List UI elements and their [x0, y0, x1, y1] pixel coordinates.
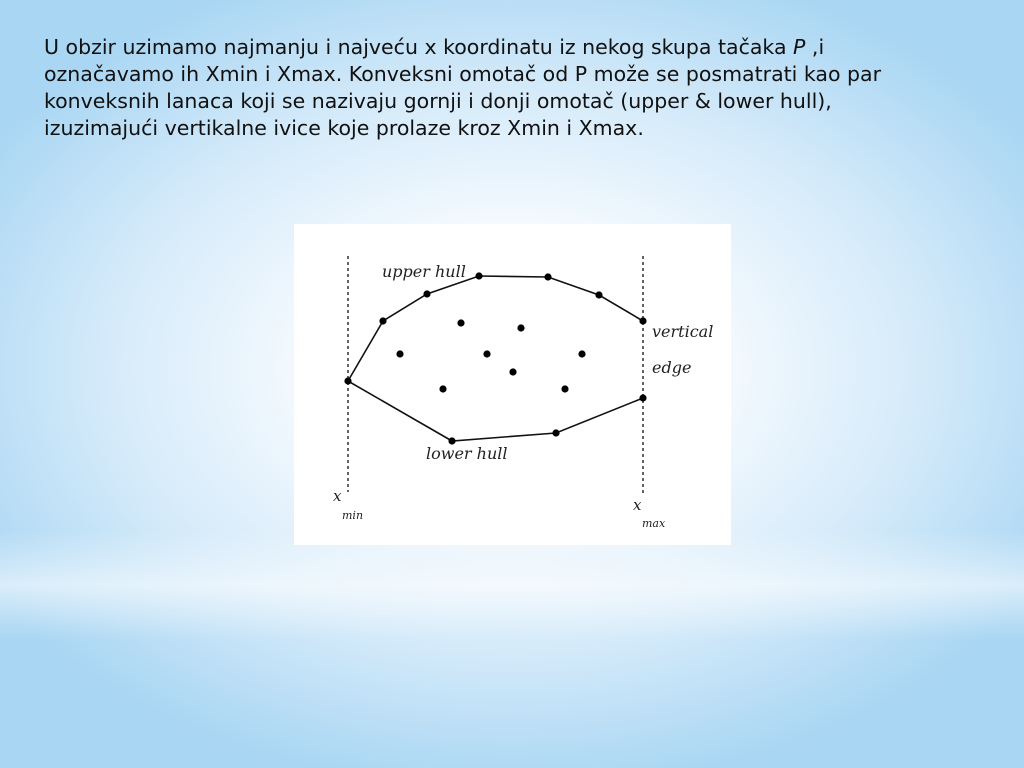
x-max-subscript: max	[642, 517, 666, 530]
hull-vertex	[552, 429, 559, 436]
hull-vertex-xmax-top	[639, 317, 646, 324]
interior-point	[509, 368, 516, 375]
interior-point	[561, 385, 568, 392]
hull-vertex	[544, 273, 551, 280]
x-max-symbol: x	[633, 496, 642, 514]
hull-vertex-xmin	[344, 377, 351, 384]
upper-hull-label: upper hull	[382, 262, 466, 281]
paragraph-text-part2: ,i označavamo ih Xmin i Xmax. Konveksni omotač od P može se posmatrati kao par konveksnih lanaca koji se nazivaju gornji i donji omotač (upper & lower hull), izuzimajući vertikalne ivice koje prolaze kroz Xmin i Xmax.	[44, 35, 882, 140]
hull-vertex	[423, 290, 430, 297]
edge-label: edge	[652, 358, 692, 377]
interior-point	[396, 350, 403, 357]
hull-vertex	[475, 272, 482, 279]
interior-point	[578, 350, 585, 357]
hull-vertex	[595, 291, 602, 298]
background-light-band	[0, 530, 1024, 640]
interior-point	[517, 324, 524, 331]
vertical-label: vertical	[652, 322, 714, 341]
convex-hull-diagram	[294, 224, 731, 545]
point-set-symbol: P	[793, 35, 806, 59]
paragraph-text-part1: U obzir uzimamo najmanju i najveću x koordinatu iz nekog skupa tačaka	[44, 35, 794, 59]
x-min-symbol: x	[333, 487, 342, 505]
hull-vertex	[379, 317, 386, 324]
lower-hull-label: lower hull	[426, 444, 508, 463]
interior-point	[483, 350, 490, 357]
interior-point	[457, 319, 464, 326]
hull-vertex-xmax-bottom	[639, 394, 646, 401]
slide-paragraph	[44, 34, 944, 142]
lower-hull-chain	[348, 381, 643, 441]
hull-vertices	[344, 272, 646, 444]
interior-point	[439, 385, 446, 392]
interior-points	[396, 319, 585, 392]
convex-hull-figure	[294, 224, 731, 545]
x-min-subscript: min	[342, 509, 364, 522]
